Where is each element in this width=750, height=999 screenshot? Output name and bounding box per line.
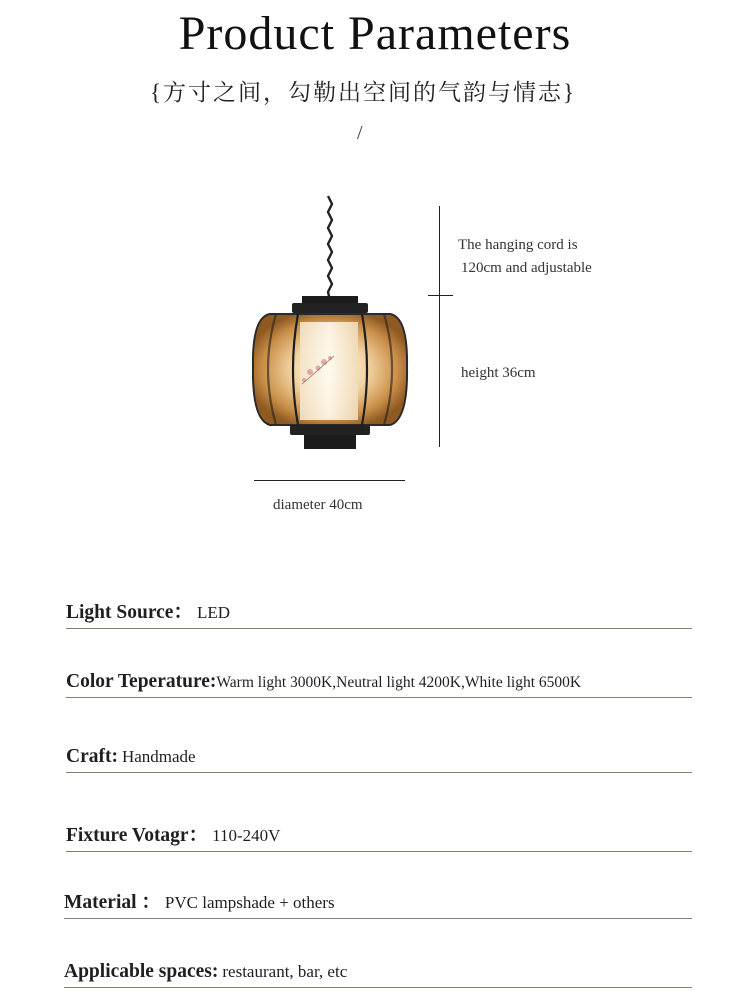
cord-marker-tick bbox=[428, 295, 453, 296]
param-value: 110-240V bbox=[212, 826, 281, 845]
param-label: Craft: bbox=[66, 746, 118, 767]
height-dimension-line bbox=[439, 206, 440, 447]
height-label: height 36cm bbox=[461, 365, 536, 381]
param-value: restaurant, bar, etc bbox=[222, 962, 348, 981]
cord-length-label-line1: The hanging cord is bbox=[458, 237, 578, 253]
cord-length-label-line2: 120cm and adjustable bbox=[461, 260, 592, 276]
param-value: Warm light 3000K,Neutral light 4200K,White light 6500K bbox=[216, 674, 582, 691]
diameter-dimension-line bbox=[254, 480, 405, 481]
page-title: Product Parameters bbox=[178, 7, 572, 60]
lantern-pendant-lamp-image bbox=[240, 192, 420, 462]
divider-slash: / bbox=[357, 122, 363, 144]
param-craft bbox=[66, 746, 692, 773]
param-color-temperature bbox=[66, 671, 692, 698]
param-label: Color Teperature: bbox=[66, 671, 217, 692]
param-label: Material ： bbox=[64, 892, 161, 913]
param-label: Applicable spaces: bbox=[64, 961, 219, 982]
chain bbox=[328, 196, 332, 300]
param-material bbox=[64, 886, 692, 919]
page-subtitle: {方寸之间，勾勒出空间的气韵与情志} bbox=[149, 80, 577, 105]
param-value: Handmade bbox=[121, 747, 196, 766]
param-label: Fixture Votagr： bbox=[66, 825, 209, 846]
param-value: LED bbox=[196, 603, 230, 622]
diameter-label: diameter 40cm bbox=[273, 497, 363, 513]
param-applicable-spaces bbox=[64, 961, 692, 988]
param-fixture-voltage bbox=[66, 819, 692, 852]
param-value: PVC lampshade + others bbox=[164, 893, 335, 912]
param-label: Light Source： bbox=[66, 602, 193, 623]
param-light-source bbox=[66, 596, 692, 629]
